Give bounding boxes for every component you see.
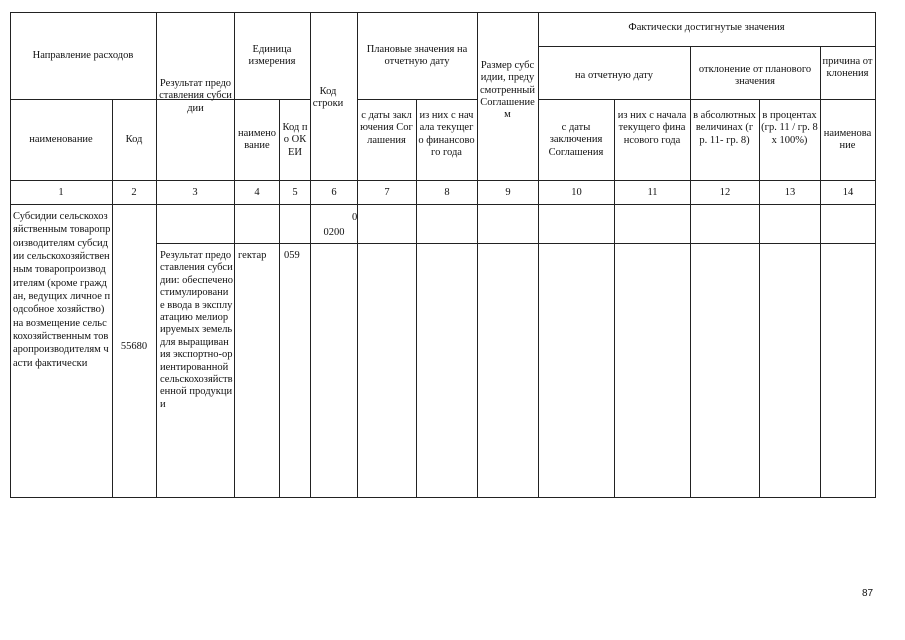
col-number-6: 6 bbox=[331, 187, 337, 198]
table-border-top bbox=[10, 12, 875, 13]
header-plan-current-year: из них с начала текущего финансового года bbox=[418, 110, 475, 158]
col-line-10 bbox=[614, 99, 615, 498]
col-line-1 bbox=[112, 99, 113, 498]
header-actual-current-year: из них с начала текущего финансового года bbox=[617, 110, 687, 146]
header-reason: причина отклонения bbox=[822, 56, 873, 80]
header-direction-name: наименование bbox=[29, 134, 93, 145]
rule-numbers-bottom bbox=[10, 204, 875, 205]
col-line-9 bbox=[538, 12, 539, 498]
header-unit-okei: Код по ОКЕИ bbox=[282, 122, 308, 158]
header-actual: Фактически достигнутые значения bbox=[628, 22, 785, 33]
header-deviation: отклонение от планового значения bbox=[698, 64, 812, 88]
rule-numbers-top bbox=[10, 180, 875, 181]
col-number-1: 1 bbox=[58, 187, 64, 198]
direction-name-cell: Субсидии сельскохозяйственным товаропроизводителям субсидии сельскохозяйственным товаропроизводителям (кроме граждан, ведущих личное подсобное хозяйство) на возмещение сельскохозяйственным товаропроизводителям части фактически bbox=[13, 211, 111, 369]
table-border-bottom bbox=[10, 497, 875, 498]
line-code-cell: 0200 bbox=[323, 227, 345, 238]
col-number-2: 2 bbox=[131, 187, 137, 198]
col-line-11 bbox=[690, 46, 691, 498]
header-plan-from-agreement: с даты заключения Соглашения bbox=[360, 110, 413, 146]
col-line-13 bbox=[820, 46, 821, 498]
col-number-7: 7 bbox=[384, 187, 390, 198]
header-deviation-pct: в процентах (гр. 11 / гр. 8 х 100%) bbox=[761, 110, 818, 146]
page-number: 87 bbox=[862, 588, 874, 599]
unit-cell: гектар bbox=[238, 250, 267, 261]
col-number-3: 3 bbox=[192, 187, 198, 198]
result-cell: Результат предоставления субсидии: обеспечено стимулирование ввода в эксплуатацию мелиорируемых земель для выращивания экспортно-ориентированной сельскохозяйственной продукции bbox=[160, 250, 233, 410]
col-number-13: 13 bbox=[784, 187, 796, 198]
col-number-8: 8 bbox=[444, 187, 450, 198]
line-code-clipped: 0 bbox=[352, 212, 358, 223]
col-line-8 bbox=[477, 12, 478, 498]
header-actual-from-agreement: с даты заключения Соглашения bbox=[548, 122, 604, 158]
col-line-7 bbox=[416, 99, 417, 498]
col-line-12 bbox=[759, 99, 760, 498]
col-number-10: 10 bbox=[571, 187, 582, 198]
direction-code-cell: 55680 bbox=[120, 341, 148, 352]
col-number-4: 4 bbox=[254, 187, 260, 198]
col-number-11: 11 bbox=[647, 187, 658, 198]
header-line-code: Код строки bbox=[312, 86, 344, 110]
okei-cell: 059 bbox=[284, 250, 300, 261]
col-number-9: 9 bbox=[505, 187, 511, 198]
col-line-3 bbox=[234, 12, 235, 498]
border-left bbox=[10, 12, 11, 498]
col-number-12: 12 bbox=[719, 187, 731, 198]
header-reason-name: наименование bbox=[823, 128, 872, 152]
border-right bbox=[875, 12, 876, 498]
header-result: Результат предоставления субсидии bbox=[159, 78, 232, 114]
header-unit: Единица измерения bbox=[248, 44, 296, 68]
header-direction: Направление расходов bbox=[32, 50, 134, 61]
col-line-4 bbox=[279, 99, 280, 498]
rule-plan-sub bbox=[357, 99, 477, 100]
header-unit-name: наименование bbox=[237, 128, 277, 152]
header-actual-date: на отчетную дату bbox=[575, 70, 653, 81]
col-line-6 bbox=[357, 12, 358, 498]
header-plan: Плановые значения на отчетную дату bbox=[366, 44, 468, 68]
col-number-14: 14 bbox=[842, 187, 854, 198]
col-line-2 bbox=[156, 12, 157, 498]
rule-fact-sub bbox=[538, 99, 875, 100]
rule-unit-sub bbox=[234, 99, 310, 100]
rule-row1-bottom bbox=[156, 243, 875, 244]
col-line-5 bbox=[310, 12, 311, 498]
header-subsidy-size: Размер субсидии, предусмотренный Соглашением bbox=[480, 60, 535, 121]
rule-fact-header bbox=[538, 46, 875, 47]
col-number-5: 5 bbox=[292, 187, 298, 198]
header-direction-code: Код bbox=[125, 134, 143, 145]
header-deviation-abs: в абсолютных величинах (гр. 11- гр. 8) bbox=[693, 110, 756, 146]
